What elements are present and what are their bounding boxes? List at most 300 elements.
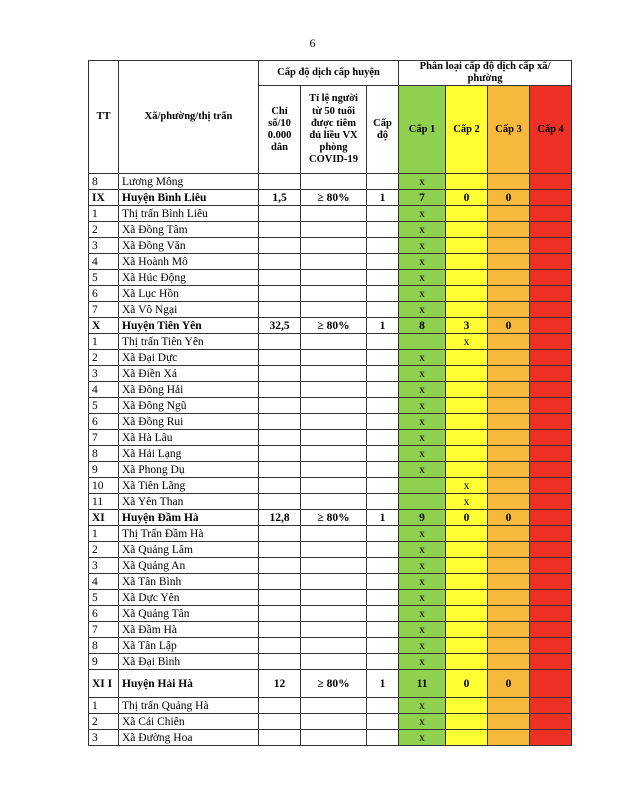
cell-name: Xã Lục Hồn	[119, 286, 259, 302]
cell-vax	[301, 558, 367, 574]
cell-cap4	[530, 590, 572, 606]
cell-rate	[259, 638, 301, 654]
cell-tt: 3	[89, 366, 119, 382]
cell-level	[367, 606, 399, 622]
cell-name: Thị trấn Tiên Yên	[119, 334, 259, 350]
cell-cap3	[488, 638, 530, 654]
header-vax: Tỉ lệ người từ 50 tuổi được tiêm đủ liều VX phòng COVID-19	[301, 86, 367, 174]
cell-cap2	[446, 366, 488, 382]
cell-vax	[301, 654, 367, 670]
cell-tt: 4	[89, 382, 119, 398]
cell-name: Xã Hải Lạng	[119, 446, 259, 462]
cell-cap2	[446, 350, 488, 366]
cell-rate	[259, 446, 301, 462]
cell-level: 1	[367, 190, 399, 206]
cell-vax: ≥ 80%	[301, 190, 367, 206]
cell-rate	[259, 382, 301, 398]
cell-tt: 7	[89, 622, 119, 638]
cell-rate	[259, 398, 301, 414]
cell-level	[367, 206, 399, 222]
district-row	[89, 510, 572, 526]
cell-cap2	[446, 382, 488, 398]
cell-cap4	[530, 174, 572, 190]
cell-cap4	[530, 286, 572, 302]
cell-cap3	[488, 542, 530, 558]
cell-level	[367, 254, 399, 270]
cell-cap2	[446, 606, 488, 622]
table-row	[89, 270, 572, 286]
cell-cap2	[446, 430, 488, 446]
cell-level: 1	[367, 510, 399, 526]
cell-level	[367, 526, 399, 542]
cell-cap1: x	[399, 526, 446, 542]
cell-cap2	[446, 174, 488, 190]
cell-vax	[301, 334, 367, 350]
cell-cap3	[488, 654, 530, 670]
header-cap4: Cấp 4	[530, 86, 572, 174]
cell-cap1: x	[399, 398, 446, 414]
cell-cap3	[488, 206, 530, 222]
cell-cap1: x	[399, 222, 446, 238]
cell-tt: 8	[89, 446, 119, 462]
cell-name: Lương Mông	[119, 174, 259, 190]
cell-cap3	[488, 698, 530, 714]
table-row	[89, 638, 572, 654]
cell-cap1: x	[399, 542, 446, 558]
cell-tt: 1	[89, 334, 119, 350]
cell-rate	[259, 430, 301, 446]
cell-rate	[259, 698, 301, 714]
cell-rate: 32,5	[259, 318, 301, 334]
cell-level	[367, 350, 399, 366]
cell-vax	[301, 638, 367, 654]
cell-cap4	[530, 574, 572, 590]
cell-cap4	[530, 526, 572, 542]
cell-cap1: x	[399, 414, 446, 430]
cell-cap3	[488, 574, 530, 590]
cell-tt: X	[89, 318, 119, 334]
cell-level	[367, 174, 399, 190]
cell-rate	[259, 222, 301, 238]
cell-cap4	[530, 334, 572, 350]
table-row	[89, 606, 572, 622]
table-row	[89, 574, 572, 590]
cell-cap1: x	[399, 638, 446, 654]
cell-name: Xã Đường Hoa	[119, 730, 259, 746]
cell-cap3	[488, 238, 530, 254]
cell-name: Thị Trấn Đầm Hà	[119, 526, 259, 542]
cell-tt: 2	[89, 222, 119, 238]
cell-name: Xã Đồng Tâm	[119, 222, 259, 238]
cell-cap2: x	[446, 334, 488, 350]
cell-rate	[259, 270, 301, 286]
cell-vax	[301, 206, 367, 222]
cell-vax	[301, 526, 367, 542]
cell-tt: 5	[89, 590, 119, 606]
cell-cap3	[488, 730, 530, 746]
cell-vax	[301, 542, 367, 558]
table-row	[89, 526, 572, 542]
cell-vax	[301, 222, 367, 238]
cell-cap4	[530, 698, 572, 714]
cell-cap4	[530, 414, 572, 430]
cell-cap2	[446, 714, 488, 730]
cell-cap2: x	[446, 478, 488, 494]
cell-vax	[301, 366, 367, 382]
cell-level	[367, 430, 399, 446]
cell-cap4	[530, 670, 572, 698]
cell-level	[367, 698, 399, 714]
cell-vax: ≥ 80%	[301, 510, 367, 526]
cell-cap2	[446, 542, 488, 558]
cell-tt: 5	[89, 270, 119, 286]
cell-cap3	[488, 270, 530, 286]
cell-tt: 6	[89, 414, 119, 430]
cell-cap1: x	[399, 206, 446, 222]
cell-cap4	[530, 270, 572, 286]
cell-cap2	[446, 446, 488, 462]
cell-name: Xã Dực Yên	[119, 590, 259, 606]
cell-vax	[301, 574, 367, 590]
table-row	[89, 494, 572, 510]
cell-rate	[259, 606, 301, 622]
cell-vax	[301, 398, 367, 414]
table-row	[89, 286, 572, 302]
cell-name: Thị trấn Quảng Hà	[119, 698, 259, 714]
table-row	[89, 446, 572, 462]
cell-cap2	[446, 590, 488, 606]
cell-level	[367, 574, 399, 590]
cell-rate	[259, 542, 301, 558]
cell-cap3	[488, 526, 530, 542]
cell-rate	[259, 174, 301, 190]
cell-level	[367, 730, 399, 746]
cell-name: Xã Phong Dụ	[119, 462, 259, 478]
cell-cap2: 3	[446, 318, 488, 334]
cell-tt: 6	[89, 286, 119, 302]
cell-vax	[301, 382, 367, 398]
cell-name: Xã Hoành Mô	[119, 254, 259, 270]
cell-cap3	[488, 286, 530, 302]
cell-cap3	[488, 302, 530, 318]
cell-cap1: x	[399, 270, 446, 286]
cell-vax	[301, 622, 367, 638]
cell-name: Xã Đồng Rui	[119, 414, 259, 430]
district-row	[89, 190, 572, 206]
cell-cap2	[446, 238, 488, 254]
cell-name: Xã Đông Ngũ	[119, 398, 259, 414]
cell-tt: 9	[89, 654, 119, 670]
cell-cap1: x	[399, 350, 446, 366]
cell-cap2: 0	[446, 670, 488, 698]
cell-cap3	[488, 350, 530, 366]
cell-vax	[301, 478, 367, 494]
header-district-group: Cấp độ dịch cấp huyện	[259, 61, 399, 86]
cell-tt: XI	[89, 510, 119, 526]
cell-rate	[259, 526, 301, 542]
cell-cap4	[530, 222, 572, 238]
cell-cap3	[488, 382, 530, 398]
cell-name: Xã Điền Xá	[119, 366, 259, 382]
cell-cap1: x	[399, 730, 446, 746]
cell-cap2	[446, 654, 488, 670]
cell-cap1: x	[399, 382, 446, 398]
cell-level	[367, 398, 399, 414]
cell-vax	[301, 606, 367, 622]
cell-level	[367, 478, 399, 494]
cell-cap4	[530, 398, 572, 414]
cell-cap1: x	[399, 366, 446, 382]
cell-cap4	[530, 238, 572, 254]
cell-cap2	[446, 558, 488, 574]
cell-rate: 12,8	[259, 510, 301, 526]
cell-cap2	[446, 730, 488, 746]
table-row	[89, 414, 572, 430]
cell-cap4	[530, 510, 572, 526]
cell-cap1: x	[399, 462, 446, 478]
cell-tt: 1	[89, 526, 119, 542]
cell-level	[367, 334, 399, 350]
cell-cap1: x	[399, 286, 446, 302]
table-row	[89, 590, 572, 606]
cell-rate	[259, 302, 301, 318]
cell-name: Xã Quảng Lâm	[119, 542, 259, 558]
cell-cap2	[446, 206, 488, 222]
cell-rate	[259, 414, 301, 430]
cell-cap1: x	[399, 446, 446, 462]
cell-cap4	[530, 622, 572, 638]
cell-vax	[301, 494, 367, 510]
cell-cap3	[488, 414, 530, 430]
cell-cap2: 0	[446, 190, 488, 206]
cell-name: Xã Quảng An	[119, 558, 259, 574]
table-row	[89, 714, 572, 730]
cell-cap3	[488, 398, 530, 414]
cell-rate: 12	[259, 670, 301, 698]
table-row	[89, 302, 572, 318]
cell-cap2	[446, 302, 488, 318]
cell-vax	[301, 462, 367, 478]
cell-level	[367, 446, 399, 462]
header-rate: Chỉ số/10 0.000 dân	[259, 86, 301, 174]
cell-cap3	[488, 430, 530, 446]
cell-cap1: x	[399, 174, 446, 190]
header-commune-group: Phân loại cấp độ dịch cấp xã/ phường	[399, 61, 572, 86]
table-row	[89, 222, 572, 238]
cell-name: Xã Quảng Tân	[119, 606, 259, 622]
table-row	[89, 542, 572, 558]
cell-cap2: x	[446, 494, 488, 510]
cell-cap2	[446, 622, 488, 638]
cell-vax	[301, 430, 367, 446]
table-body	[89, 174, 572, 746]
cell-cap1: x	[399, 430, 446, 446]
cell-name: Xã Yên Than	[119, 494, 259, 510]
cell-tt: 2	[89, 714, 119, 730]
cell-cap4	[530, 430, 572, 446]
cell-level	[367, 622, 399, 638]
cell-rate	[259, 478, 301, 494]
cell-cap1	[399, 494, 446, 510]
cell-vax	[301, 238, 367, 254]
cell-cap4	[530, 366, 572, 382]
cell-tt: 9	[89, 462, 119, 478]
cell-tt: 4	[89, 254, 119, 270]
cell-tt: 1	[89, 698, 119, 714]
cell-cap4	[530, 714, 572, 730]
header-name: Xã/phường/thị trấn	[119, 61, 259, 174]
cell-cap2	[446, 414, 488, 430]
cell-tt: 2	[89, 542, 119, 558]
cell-tt: 3	[89, 730, 119, 746]
cell-cap1: 7	[399, 190, 446, 206]
cell-level	[367, 302, 399, 318]
cell-name: Huyện Tiên Yên	[119, 318, 259, 334]
cell-level: 1	[367, 670, 399, 698]
cell-cap1: 8	[399, 318, 446, 334]
table-row	[89, 558, 572, 574]
cell-cap2	[446, 698, 488, 714]
cell-cap3	[488, 366, 530, 382]
cell-vax	[301, 414, 367, 430]
cell-cap2	[446, 526, 488, 542]
cell-level	[367, 714, 399, 730]
cell-name: Xã Đông Hải	[119, 382, 259, 398]
cell-level	[367, 366, 399, 382]
cell-tt: 2	[89, 350, 119, 366]
cell-cap2	[446, 638, 488, 654]
district-row	[89, 670, 572, 698]
cell-cap3	[488, 478, 530, 494]
table-row	[89, 730, 572, 746]
cell-name: Xã Tiên Lãng	[119, 478, 259, 494]
cell-cap1: x	[399, 558, 446, 574]
header-level: Cấp độ	[367, 86, 399, 174]
covid-level-table	[88, 60, 572, 746]
cell-rate	[259, 494, 301, 510]
cell-cap3	[488, 174, 530, 190]
table-row	[89, 350, 572, 366]
cell-level	[367, 382, 399, 398]
cell-vax	[301, 174, 367, 190]
cell-cap4	[530, 302, 572, 318]
cell-vax	[301, 286, 367, 302]
cell-cap3	[488, 494, 530, 510]
cell-cap1: x	[399, 622, 446, 638]
cell-name: Thị trấn Bình Liêu	[119, 206, 259, 222]
cell-cap1	[399, 478, 446, 494]
cell-tt: 3	[89, 238, 119, 254]
cell-cap3	[488, 714, 530, 730]
cell-cap1: 11	[399, 670, 446, 698]
cell-tt: 7	[89, 302, 119, 318]
cell-rate	[259, 654, 301, 670]
cell-cap4	[530, 606, 572, 622]
cell-vax: ≥ 80%	[301, 318, 367, 334]
cell-cap4	[530, 654, 572, 670]
cell-rate	[259, 462, 301, 478]
cell-name: Huyện Bình Liêu	[119, 190, 259, 206]
cell-name: Xã Tân Lập	[119, 638, 259, 654]
cell-cap3	[488, 606, 530, 622]
cell-tt: 6	[89, 606, 119, 622]
cell-name: Xã Đại Dực	[119, 350, 259, 366]
cell-cap3	[488, 446, 530, 462]
header-cap1: Cấp 1	[399, 86, 446, 174]
cell-cap3	[488, 334, 530, 350]
table-row	[89, 206, 572, 222]
cell-rate	[259, 254, 301, 270]
cell-cap3	[488, 590, 530, 606]
cell-cap2	[446, 270, 488, 286]
cell-level	[367, 638, 399, 654]
table-row	[89, 238, 572, 254]
cell-cap2: 0	[446, 510, 488, 526]
cell-rate	[259, 558, 301, 574]
cell-vax	[301, 730, 367, 746]
cell-name: Huyện Đầm Hà	[119, 510, 259, 526]
cell-cap1: 9	[399, 510, 446, 526]
cell-vax	[301, 714, 367, 730]
cell-tt: 4	[89, 574, 119, 590]
cell-cap1: x	[399, 302, 446, 318]
cell-cap1: x	[399, 254, 446, 270]
cell-rate	[259, 286, 301, 302]
cell-level	[367, 494, 399, 510]
cell-cap4	[530, 730, 572, 746]
header-cap3: Cấp 3	[488, 86, 530, 174]
cell-name: Huyện Hải Hà	[119, 670, 259, 698]
cell-cap4	[530, 206, 572, 222]
cell-tt: 7	[89, 430, 119, 446]
cell-cap2	[446, 254, 488, 270]
cell-level	[367, 462, 399, 478]
table-row	[89, 478, 572, 494]
cell-tt: IX	[89, 190, 119, 206]
cell-cap4	[530, 478, 572, 494]
table-row	[89, 698, 572, 714]
cell-tt: 5	[89, 398, 119, 414]
header-tt: TT	[89, 61, 119, 174]
cell-vax	[301, 698, 367, 714]
cell-cap3	[488, 462, 530, 478]
cell-cap3	[488, 558, 530, 574]
cell-cap4	[530, 446, 572, 462]
cell-level	[367, 222, 399, 238]
cell-cap4	[530, 382, 572, 398]
cell-cap3	[488, 254, 530, 270]
cell-tt: 8	[89, 174, 119, 190]
table-row	[89, 430, 572, 446]
cell-cap1	[399, 334, 446, 350]
cell-rate	[259, 574, 301, 590]
cell-cap3	[488, 222, 530, 238]
cell-rate	[259, 714, 301, 730]
cell-cap4	[530, 558, 572, 574]
cell-tt: 10	[89, 478, 119, 494]
cell-vax	[301, 590, 367, 606]
cell-name: Xã Tân Bình	[119, 574, 259, 590]
cell-cap4	[530, 350, 572, 366]
cell-cap3: 0	[488, 318, 530, 334]
cell-name: Xã Húc Động	[119, 270, 259, 286]
cell-cap4	[530, 462, 572, 478]
cell-cap4	[530, 638, 572, 654]
cell-level	[367, 542, 399, 558]
cell-cap1: x	[399, 698, 446, 714]
cell-cap4	[530, 254, 572, 270]
cell-cap2	[446, 286, 488, 302]
